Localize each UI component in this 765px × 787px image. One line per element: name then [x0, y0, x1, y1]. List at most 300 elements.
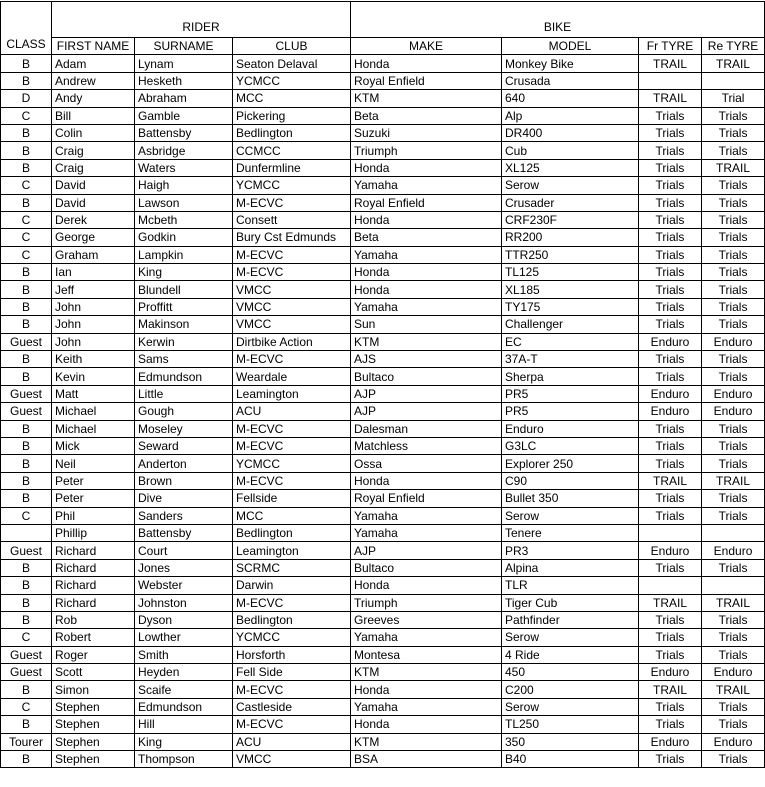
- first-name-cell: Richard: [52, 559, 135, 576]
- table-row: [1, 246, 765, 263]
- surname-cell: Dive: [135, 490, 233, 507]
- make-cell: BSA: [351, 751, 502, 768]
- rear-tyre-cell: Trials: [702, 420, 765, 437]
- club-cell: Seaton Delaval: [233, 55, 351, 72]
- table-row: [1, 229, 765, 246]
- make-cell: Honda: [351, 159, 502, 176]
- class-cell: B: [1, 577, 52, 594]
- front-tyre-cell: Trials: [639, 507, 702, 524]
- front-tyre-cell: Trials: [639, 298, 702, 315]
- rear-tyre-cell: Trials: [702, 559, 765, 576]
- table-row: [1, 211, 765, 228]
- make-cell: Matchless: [351, 437, 502, 454]
- table-row: [1, 368, 765, 385]
- club-cell: Horsforth: [233, 646, 351, 663]
- class-cell: B: [1, 681, 52, 698]
- first-name-cell: Bill: [52, 107, 135, 124]
- table-row: [1, 646, 765, 663]
- model-cell: Alpina: [502, 559, 639, 576]
- make-cell: Dalesman: [351, 420, 502, 437]
- first-name-cell: Rob: [52, 611, 135, 628]
- surname-cell: Thompson: [135, 751, 233, 768]
- club-cell: Bury Cst Edmunds: [233, 229, 351, 246]
- front-tyre-cell: TRAIL: [639, 594, 702, 611]
- model-cell: 350: [502, 733, 639, 750]
- front-tyre-cell: TRAIL: [639, 90, 702, 107]
- class-cell: B: [1, 455, 52, 472]
- first-name-cell: Roger: [52, 646, 135, 663]
- first-name-cell: John: [52, 316, 135, 333]
- make-cell: AJP: [351, 403, 502, 420]
- make-cell: KTM: [351, 90, 502, 107]
- rear-tyre-cell: Trials: [702, 716, 765, 733]
- rear-tyre-cell: Trials: [702, 211, 765, 228]
- surname-cell: King: [135, 733, 233, 750]
- rear-tyre-cell: [702, 577, 765, 594]
- make-cell: Yamaha: [351, 507, 502, 524]
- make-cell: KTM: [351, 333, 502, 350]
- club-cell: VMCC: [233, 298, 351, 315]
- club-cell: M-ECVC: [233, 351, 351, 368]
- first-name-cell: Peter: [52, 490, 135, 507]
- front-tyre-cell: Trials: [639, 229, 702, 246]
- rear-tyre-cell: TRAIL: [702, 681, 765, 698]
- make-cell: Yamaha: [351, 524, 502, 541]
- first-name-cell: Kevin: [52, 368, 135, 385]
- rear-tyre-cell: Trials: [702, 437, 765, 454]
- front-tyre-cell: Enduro: [639, 733, 702, 750]
- model-cell: Tiger Cub: [502, 594, 639, 611]
- surname-cell: Makinson: [135, 316, 233, 333]
- table-row: [1, 559, 765, 576]
- class-cell: B: [1, 281, 52, 298]
- make-cell: Honda: [351, 264, 502, 281]
- model-cell: 37A-T: [502, 351, 639, 368]
- front-tyre-cell: Trials: [639, 246, 702, 263]
- first-name-cell: Mick: [52, 437, 135, 454]
- class-cell: B: [1, 716, 52, 733]
- make-cell: AJS: [351, 351, 502, 368]
- club-cell: YCMCC: [233, 177, 351, 194]
- front-tyre-cell: Trials: [639, 420, 702, 437]
- front-tyre-cell: Trials: [639, 351, 702, 368]
- table-row: [1, 298, 765, 315]
- rear-tyre-cell: Trials: [702, 194, 765, 211]
- surname-cell: Little: [135, 385, 233, 402]
- class-cell: Guest: [1, 646, 52, 663]
- make-cell: Bultaco: [351, 559, 502, 576]
- rear-tyre-cell: [702, 524, 765, 541]
- rear-tyre-header: Re TYRE: [702, 38, 765, 55]
- front-tyre-cell: Trials: [639, 559, 702, 576]
- first-name-cell: Simon: [52, 681, 135, 698]
- surname-cell: Brown: [135, 472, 233, 489]
- rear-tyre-cell: Trials: [702, 629, 765, 646]
- front-tyre-cell: Trials: [639, 716, 702, 733]
- model-cell: Serow: [502, 698, 639, 715]
- class-cell: B: [1, 264, 52, 281]
- club-cell: M-ECVC: [233, 437, 351, 454]
- table-row: [1, 194, 765, 211]
- club-cell: Weardale: [233, 368, 351, 385]
- model-cell: TL125: [502, 264, 639, 281]
- rear-tyre-cell: Trials: [702, 751, 765, 768]
- front-tyre-cell: Trials: [639, 316, 702, 333]
- make-cell: Honda: [351, 472, 502, 489]
- front-tyre-cell: Trials: [639, 490, 702, 507]
- table-row: [1, 264, 765, 281]
- model-cell: 4 Ride: [502, 646, 639, 663]
- make-cell: Beta: [351, 107, 502, 124]
- surname-cell: Edmundson: [135, 698, 233, 715]
- table-row: [1, 681, 765, 698]
- rider-group-header: RIDER: [52, 2, 351, 38]
- front-tyre-cell: Trials: [639, 194, 702, 211]
- class-cell: B: [1, 559, 52, 576]
- club-cell: MCC: [233, 90, 351, 107]
- club-cell: Leamington: [233, 385, 351, 402]
- group-header-row: [1, 2, 765, 38]
- surname-cell: Scaife: [135, 681, 233, 698]
- club-cell: Dunfermline: [233, 159, 351, 176]
- front-tyre-cell: Trials: [639, 646, 702, 663]
- class-cell: C: [1, 507, 52, 524]
- front-tyre-cell: Enduro: [639, 542, 702, 559]
- surname-cell: Gamble: [135, 107, 233, 124]
- club-cell: Consett: [233, 211, 351, 228]
- first-name-cell: Richard: [52, 577, 135, 594]
- surname-cell: Lampkin: [135, 246, 233, 263]
- model-cell: PR5: [502, 385, 639, 402]
- rear-tyre-cell: Trials: [702, 698, 765, 715]
- club-cell: M-ECVC: [233, 594, 351, 611]
- club-header: CLUB: [233, 38, 351, 55]
- club-cell: Castleside: [233, 698, 351, 715]
- model-cell: TL250: [502, 716, 639, 733]
- model-cell: XL185: [502, 281, 639, 298]
- rear-tyre-cell: Enduro: [702, 542, 765, 559]
- table-row: [1, 472, 765, 489]
- make-cell: Beta: [351, 229, 502, 246]
- table-row: [1, 716, 765, 733]
- rear-tyre-cell: Enduro: [702, 733, 765, 750]
- make-cell: Sun: [351, 316, 502, 333]
- class-cell: B: [1, 159, 52, 176]
- club-cell: VMCC: [233, 281, 351, 298]
- table-row: [1, 159, 765, 176]
- club-cell: M-ECVC: [233, 472, 351, 489]
- surname-cell: Hill: [135, 716, 233, 733]
- model-header: MODEL: [502, 38, 639, 55]
- surname-cell: Heyden: [135, 664, 233, 681]
- rear-tyre-cell: Trials: [702, 107, 765, 124]
- front-tyre-cell: Trials: [639, 124, 702, 141]
- model-cell: Pathfinder: [502, 611, 639, 628]
- table-row: [1, 733, 765, 750]
- class-cell: Guest: [1, 664, 52, 681]
- surname-cell: Dyson: [135, 611, 233, 628]
- rear-tyre-cell: Trials: [702, 351, 765, 368]
- table-row: [1, 542, 765, 559]
- make-cell: Montesa: [351, 646, 502, 663]
- make-cell: Triumph: [351, 594, 502, 611]
- rear-tyre-cell: Enduro: [702, 664, 765, 681]
- class-cell: B: [1, 194, 52, 211]
- first-name-cell: Michael: [52, 403, 135, 420]
- class-cell: C: [1, 177, 52, 194]
- table-row: [1, 664, 765, 681]
- rear-tyre-cell: TRAIL: [702, 594, 765, 611]
- surname-cell: Seward: [135, 437, 233, 454]
- front-tyre-cell: Trials: [639, 177, 702, 194]
- first-name-cell: Richard: [52, 594, 135, 611]
- rear-tyre-cell: Trials: [702, 142, 765, 159]
- surname-cell: Moseley: [135, 420, 233, 437]
- rear-tyre-cell: Trials: [702, 229, 765, 246]
- club-cell: Bedlington: [233, 524, 351, 541]
- table-row: [1, 577, 765, 594]
- model-cell: Sherpa: [502, 368, 639, 385]
- surname-cell: Smith: [135, 646, 233, 663]
- first-name-cell: Colin: [52, 124, 135, 141]
- first-name-cell: Richard: [52, 542, 135, 559]
- front-tyre-cell: Trials: [639, 107, 702, 124]
- first-name-cell: Jeff: [52, 281, 135, 298]
- first-name-cell: John: [52, 298, 135, 315]
- class-cell: B: [1, 594, 52, 611]
- club-cell: YCMCC: [233, 455, 351, 472]
- surname-cell: King: [135, 264, 233, 281]
- club-cell: M-ECVC: [233, 246, 351, 263]
- table-row: [1, 420, 765, 437]
- class-cell: C: [1, 246, 52, 263]
- class-cell: B: [1, 72, 52, 89]
- surname-cell: Sams: [135, 351, 233, 368]
- surname-cell: Johnston: [135, 594, 233, 611]
- surname-header: SURNAME: [135, 38, 233, 55]
- first-name-cell: Andy: [52, 90, 135, 107]
- class-cell: B: [1, 55, 52, 72]
- class-cell: C: [1, 107, 52, 124]
- table-row: [1, 177, 765, 194]
- make-cell: KTM: [351, 664, 502, 681]
- table-row: [1, 629, 765, 646]
- first-name-header: FIRST NAME: [52, 38, 135, 55]
- make-header: MAKE: [351, 38, 502, 55]
- model-cell: PR5: [502, 403, 639, 420]
- class-cell: Guest: [1, 385, 52, 402]
- front-tyre-cell: [639, 524, 702, 541]
- club-cell: YCMCC: [233, 629, 351, 646]
- table-row: [1, 55, 765, 72]
- club-cell: M-ECVC: [233, 264, 351, 281]
- first-name-cell: Matt: [52, 385, 135, 402]
- class-cell: B: [1, 611, 52, 628]
- club-cell: Dirtbike Action: [233, 333, 351, 350]
- table-row: [1, 437, 765, 454]
- club-cell: SCRMC: [233, 559, 351, 576]
- first-name-cell: Phillip: [52, 524, 135, 541]
- surname-cell: Anderton: [135, 455, 233, 472]
- model-cell: PR3: [502, 542, 639, 559]
- model-cell: Cub: [502, 142, 639, 159]
- rear-tyre-cell: TRAIL: [702, 55, 765, 72]
- make-cell: Ossa: [351, 455, 502, 472]
- surname-cell: Lawson: [135, 194, 233, 211]
- club-cell: Fell Side: [233, 664, 351, 681]
- model-cell: Tenere: [502, 524, 639, 541]
- front-tyre-cell: Trials: [639, 264, 702, 281]
- surname-cell: Proffitt: [135, 298, 233, 315]
- table-row: [1, 281, 765, 298]
- model-cell: Crusader: [502, 194, 639, 211]
- surname-cell: Edmundson: [135, 368, 233, 385]
- model-cell: RR200: [502, 229, 639, 246]
- class-cell: B: [1, 420, 52, 437]
- first-name-cell: Keith: [52, 351, 135, 368]
- first-name-cell: Adam: [52, 55, 135, 72]
- make-cell: Yamaha: [351, 177, 502, 194]
- club-cell: ACU: [233, 733, 351, 750]
- model-cell: C200: [502, 681, 639, 698]
- class-cell: Tourer: [1, 733, 52, 750]
- front-tyre-cell: Trials: [639, 368, 702, 385]
- table-row: [1, 90, 765, 107]
- surname-cell: Court: [135, 542, 233, 559]
- table-row: [1, 385, 765, 402]
- rear-tyre-cell: Enduro: [702, 385, 765, 402]
- front-tyre-cell: Enduro: [639, 385, 702, 402]
- front-tyre-cell: [639, 577, 702, 594]
- first-name-cell: Andrew: [52, 72, 135, 89]
- make-cell: Honda: [351, 211, 502, 228]
- front-tyre-cell: Trials: [639, 698, 702, 715]
- make-cell: Yamaha: [351, 629, 502, 646]
- table-row: [1, 142, 765, 159]
- first-name-cell: Stephen: [52, 716, 135, 733]
- make-cell: Bultaco: [351, 368, 502, 385]
- rider-entry-table: [0, 1, 765, 768]
- model-cell: Explorer 250: [502, 455, 639, 472]
- surname-cell: Asbridge: [135, 142, 233, 159]
- club-cell: Pickering: [233, 107, 351, 124]
- rear-tyre-cell: Trials: [702, 646, 765, 663]
- first-name-cell: Stephen: [52, 751, 135, 768]
- model-cell: 640: [502, 90, 639, 107]
- class-cell: Guest: [1, 403, 52, 420]
- front-tyre-cell: Trials: [639, 455, 702, 472]
- club-cell: M-ECVC: [233, 194, 351, 211]
- club-cell: VMCC: [233, 751, 351, 768]
- column-header-row: [1, 38, 765, 55]
- table-row: [1, 333, 765, 350]
- model-cell: TY175: [502, 298, 639, 315]
- model-cell: 450: [502, 664, 639, 681]
- front-tyre-cell: Enduro: [639, 333, 702, 350]
- first-name-cell: Stephen: [52, 733, 135, 750]
- club-cell: Bedlington: [233, 611, 351, 628]
- model-cell: EC: [502, 333, 639, 350]
- surname-cell: Mcbeth: [135, 211, 233, 228]
- model-cell: Enduro: [502, 420, 639, 437]
- make-cell: Triumph: [351, 142, 502, 159]
- club-cell: M-ECVC: [233, 681, 351, 698]
- table-row: [1, 316, 765, 333]
- table-row: [1, 490, 765, 507]
- front-tyre-cell: [639, 72, 702, 89]
- surname-cell: Haigh: [135, 177, 233, 194]
- model-cell: TTR250: [502, 246, 639, 263]
- rear-tyre-cell: TRAIL: [702, 159, 765, 176]
- club-cell: Leamington: [233, 542, 351, 559]
- model-cell: Challenger: [502, 316, 639, 333]
- make-cell: Honda: [351, 716, 502, 733]
- first-name-cell: Graham: [52, 246, 135, 263]
- model-cell: G3LC: [502, 437, 639, 454]
- surname-cell: Lowther: [135, 629, 233, 646]
- club-cell: M-ECVC: [233, 420, 351, 437]
- front-tyre-cell: TRAIL: [639, 472, 702, 489]
- front-tyre-cell: Trials: [639, 142, 702, 159]
- first-name-cell: David: [52, 177, 135, 194]
- bike-group-header: BIKE: [351, 2, 765, 38]
- first-name-cell: Peter: [52, 472, 135, 489]
- class-cell: B: [1, 490, 52, 507]
- first-name-cell: John: [52, 333, 135, 350]
- rear-tyre-cell: Trials: [702, 264, 765, 281]
- model-cell: CRF230F: [502, 211, 639, 228]
- club-cell: Darwin: [233, 577, 351, 594]
- table-row: [1, 611, 765, 628]
- class-header: CLASS: [1, 2, 52, 55]
- rear-tyre-cell: TRAIL: [702, 472, 765, 489]
- class-cell: C: [1, 629, 52, 646]
- table-row: [1, 698, 765, 715]
- front-tyre-cell: Enduro: [639, 403, 702, 420]
- class-cell: C: [1, 229, 52, 246]
- rear-tyre-cell: Trials: [702, 124, 765, 141]
- make-cell: Honda: [351, 681, 502, 698]
- front-tyre-cell: Trials: [639, 211, 702, 228]
- surname-cell: Battensby: [135, 124, 233, 141]
- model-cell: Serow: [502, 629, 639, 646]
- first-name-cell: Stephen: [52, 698, 135, 715]
- model-cell: Serow: [502, 177, 639, 194]
- table-row: [1, 72, 765, 89]
- front-tyre-cell: Trials: [639, 611, 702, 628]
- class-cell: B: [1, 437, 52, 454]
- make-cell: AJP: [351, 385, 502, 402]
- first-name-cell: Derek: [52, 211, 135, 228]
- table-row: [1, 594, 765, 611]
- front-tyre-cell: TRAIL: [639, 681, 702, 698]
- model-cell: Crusada: [502, 72, 639, 89]
- rear-tyre-cell: Trials: [702, 507, 765, 524]
- surname-cell: Godkin: [135, 229, 233, 246]
- class-cell: B: [1, 351, 52, 368]
- class-cell: B: [1, 751, 52, 768]
- table-body: [1, 55, 765, 768]
- rear-tyre-cell: [702, 72, 765, 89]
- first-name-cell: Ian: [52, 264, 135, 281]
- table-row: [1, 507, 765, 524]
- model-cell: B40: [502, 751, 639, 768]
- front-tyre-cell: Enduro: [639, 664, 702, 681]
- first-name-cell: David: [52, 194, 135, 211]
- table-row: [1, 751, 765, 768]
- make-cell: Royal Enfield: [351, 194, 502, 211]
- class-cell: B: [1, 298, 52, 315]
